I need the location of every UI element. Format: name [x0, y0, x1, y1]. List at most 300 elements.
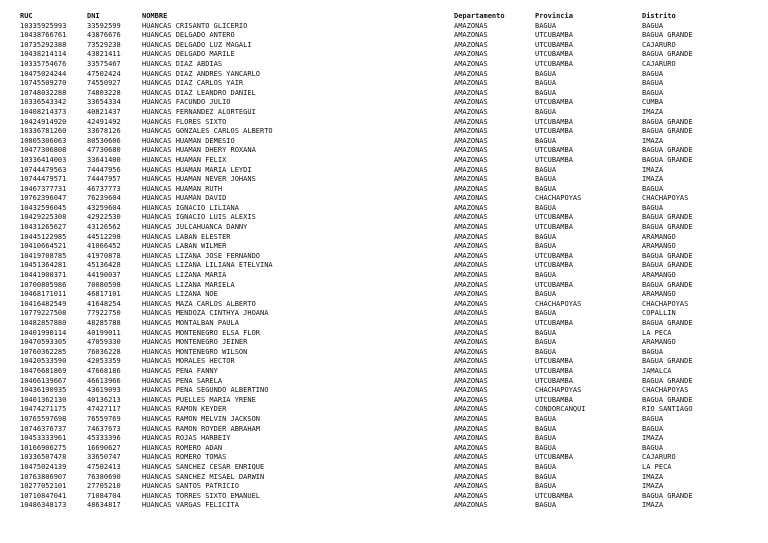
cell-departamento: AMAZONAS [454, 472, 488, 481]
header-distrito: Distrito [642, 12, 676, 20]
cell-provincia: UTCUBAMBA [535, 453, 573, 462]
cell-dni: 43876676 [87, 31, 121, 40]
cell-dni: 42053359 [87, 357, 121, 366]
table-row [20, 319, 760, 329]
cell-provincia: BAGUA [535, 462, 557, 471]
header-nombre: NOMBRE [142, 12, 168, 20]
cell-ruc: 10410664521 [20, 242, 67, 251]
table-row [20, 357, 760, 367]
header-provincia: Provincia [535, 12, 573, 20]
cell-provincia: BAGUA [535, 328, 557, 337]
cell-nombre: HUANCAS ROMERO ADAN [142, 443, 223, 452]
table-row [20, 300, 760, 310]
cell-ruc: 10453333961 [20, 434, 67, 443]
cell-distrito: LA PECA [642, 462, 672, 471]
cell-provincia: UTCUBAMBA [535, 50, 573, 59]
cell-provincia: BAGUA [535, 21, 557, 30]
cell-dni: 74550927 [87, 79, 121, 88]
cell-dni: 77922750 [87, 309, 121, 318]
cell-provincia: UTCUBAMBA [535, 319, 573, 327]
cell-distrito: BAGUA [642, 21, 664, 30]
cell-distrito: CAJARURO [642, 453, 676, 462]
table-row [20, 98, 760, 108]
cell-dni: 80530606 [87, 136, 121, 145]
cell-provincia: BAGUA [535, 136, 557, 145]
cell-dni: 44190037 [87, 271, 121, 280]
data-table [20, 12, 760, 511]
cell-ruc: 10744479571 [20, 175, 67, 184]
cell-dni: 16690627 [87, 443, 121, 452]
cell-provincia: BAGUA [535, 203, 557, 212]
table-row [20, 405, 760, 415]
cell-departamento: AMAZONAS [454, 424, 488, 433]
cell-departamento: AMAZONAS [454, 69, 488, 78]
table-row [20, 108, 760, 118]
cell-distrito: CUMBA [642, 98, 664, 107]
cell-provincia: BAGUA [535, 184, 557, 193]
cell-distrito: BAGUA GRANDE [642, 376, 693, 385]
cell-dni: 46817101 [87, 290, 121, 299]
cell-nombre: HUANCAS MORALES HECTOR [142, 357, 235, 366]
table-row [20, 22, 760, 32]
cell-dni: 76036228 [87, 347, 121, 356]
cell-ruc: 10441900371 [20, 271, 67, 280]
cell-departamento: AMAZONAS [454, 88, 488, 97]
cell-distrito: BAGUA GRANDE [642, 127, 693, 136]
table-row [20, 281, 760, 291]
cell-dni: 33641400 [87, 155, 121, 164]
cell-provincia: BAGUA [535, 338, 557, 347]
table-row [20, 463, 760, 473]
cell-nombre: HUANCAS DIAZ CARLOS YAIR [142, 79, 244, 88]
cell-nombre: HUANCAS VARGAS FELICITA [142, 501, 239, 510]
cell-departamento: AMAZONAS [454, 443, 488, 452]
cell-ruc: 10748032288 [20, 88, 67, 97]
table-row [20, 194, 760, 204]
cell-provincia: UTCUBAMBA [535, 395, 573, 404]
cell-provincia: BAGUA [535, 472, 557, 481]
cell-provincia: UTCUBAMBA [535, 155, 573, 164]
cell-dni: 43259604 [87, 203, 121, 212]
cell-distrito: BAGUA [642, 88, 664, 97]
table-row [20, 444, 760, 454]
cell-nombre: HUANCAS TORRES SIXTO EMANUEL [142, 491, 261, 500]
cell-departamento: AMAZONAS [454, 376, 488, 385]
cell-dni: 47427117 [87, 405, 121, 414]
cell-ruc: 10424914920 [20, 117, 67, 126]
table-row [20, 261, 760, 271]
cell-provincia: UTCUBAMBA [535, 366, 573, 375]
cell-nombre: HUANCAS CRISANTO GLICERIO [142, 21, 248, 30]
table-row [20, 185, 760, 195]
table-body [20, 22, 760, 511]
table-row [20, 213, 760, 223]
cell-nombre: HUANCAS HUAMAN DHERY ROXANA [142, 146, 256, 155]
cell-provincia: UTCUBAMBA [535, 491, 573, 500]
cell-nombre: HUANCAS DELGADO ANTERO [142, 31, 235, 40]
cell-ruc: 10477306808 [20, 146, 67, 155]
cell-ruc: 10779227508 [20, 309, 67, 318]
cell-departamento: AMAZONAS [454, 213, 488, 222]
cell-ruc: 10700805986 [20, 280, 67, 289]
cell-provincia: CHACHAPOYAS [535, 299, 582, 308]
cell-provincia: BAGUA [535, 347, 557, 356]
cell-departamento: AMAZONAS [454, 50, 488, 59]
cell-distrito: LA PECA [642, 328, 672, 337]
cell-ruc: 10335925993 [20, 21, 67, 30]
table-row [20, 41, 760, 51]
cell-ruc: 10474271175 [20, 405, 67, 414]
cell-dni: 45333396 [87, 434, 121, 443]
cell-ruc: 10429225308 [20, 213, 67, 222]
cell-departamento: AMAZONAS [454, 136, 488, 145]
cell-ruc: 10401990114 [20, 328, 67, 337]
cell-departamento: AMAZONAS [454, 31, 488, 40]
cell-nombre: HUANCAS HUAMAN RUTH [142, 184, 223, 193]
table-row [20, 252, 760, 262]
cell-nombre: HUANCAS JULCAHUANCA DANNY [142, 223, 248, 232]
cell-departamento: AMAZONAS [454, 501, 488, 510]
cell-dni: 43126562 [87, 223, 121, 232]
table-header [20, 12, 760, 22]
cell-distrito: BAGUA GRANDE [642, 280, 693, 289]
cell-dni: 40136213 [87, 395, 121, 404]
header-dni: DNI [87, 12, 100, 20]
cell-provincia: BAGUA [535, 232, 557, 241]
cell-departamento: AMAZONAS [454, 319, 488, 327]
cell-nombre: HUANCAS PEÑA FANNY [142, 366, 218, 375]
cell-nombre: HUANCAS MENDOZA CINTHYA JHOANA [142, 309, 269, 318]
cell-distrito: ARAMANGO [642, 232, 676, 241]
cell-departamento: AMAZONAS [454, 328, 488, 337]
cell-departamento: AMAZONAS [454, 347, 488, 356]
table-row [20, 434, 760, 444]
cell-distrito: BAGUA [642, 443, 664, 452]
cell-distrito: BAGUA [642, 347, 664, 356]
cell-provincia: BAGUA [535, 79, 557, 88]
cell-ruc: 10735292388 [20, 40, 67, 49]
cell-dni: 40199011 [87, 328, 121, 337]
cell-nombre: HUANCAS LIZANA NOE [142, 290, 218, 299]
cell-dni: 27705210 [87, 482, 121, 491]
cell-departamento: AMAZONAS [454, 366, 488, 375]
cell-provincia: BAGUA [535, 242, 557, 251]
cell-dni: 47730680 [87, 146, 121, 155]
cell-dni: 74637673 [87, 424, 121, 433]
cell-distrito: BAGUA GRANDE [642, 319, 693, 327]
cell-dni: 46737773 [87, 184, 121, 193]
cell-ruc: 10746376737 [20, 424, 67, 433]
cell-distrito: IMAZA [642, 175, 664, 184]
cell-ruc: 10431265627 [20, 223, 67, 232]
cell-ruc: 10468171011 [20, 290, 67, 299]
cell-nombre: HUANCAS FLORES SIXTO [142, 117, 227, 126]
table-row [20, 473, 760, 483]
cell-departamento: AMAZONAS [454, 146, 488, 155]
cell-departamento: AMAZONAS [454, 395, 488, 404]
cell-provincia: BAGUA [535, 434, 557, 443]
cell-ruc: 10432596045 [20, 203, 67, 212]
cell-nombre: HUANCAS DELGADO LUZ MAGALI [142, 40, 252, 49]
cell-provincia: BAGUA [535, 175, 557, 184]
table-row [20, 309, 760, 319]
cell-nombre: HUANCAS RAMON MELVIN JACKSON [142, 414, 261, 423]
cell-departamento: AMAZONAS [454, 462, 488, 471]
cell-distrito: ARAMANGO [642, 271, 676, 280]
cell-distrito: IMAZA [642, 434, 664, 443]
table-row [20, 223, 760, 233]
table-row [20, 60, 760, 70]
cell-departamento: AMAZONAS [454, 280, 488, 289]
cell-distrito: IMAZA [642, 165, 664, 174]
table-row [20, 127, 760, 137]
table-row [20, 377, 760, 387]
cell-nombre: HUANCAS ROMERO TOMAS [142, 453, 227, 462]
cell-departamento: AMAZONAS [454, 290, 488, 299]
cell-ruc: 10470593305 [20, 338, 67, 347]
cell-departamento: AMAZONAS [454, 21, 488, 30]
cell-dni: 33650747 [87, 453, 121, 462]
table-row [20, 367, 760, 377]
cell-dni: 46613966 [87, 376, 121, 385]
cell-ruc: 10336507478 [20, 453, 67, 462]
cell-distrito: IMAZA [642, 482, 664, 491]
table-row [20, 70, 760, 80]
cell-nombre: HUANCAS HUAMAN DEMESIO [142, 136, 235, 145]
cell-dni: 74447956 [87, 165, 121, 174]
cell-nombre: HUANCAS RAMON ROYDER ABRAHAM [142, 424, 261, 433]
cell-nombre: HUANCAS GONZALES CARLOS ALBERTO [142, 127, 273, 136]
table-row [20, 453, 760, 463]
cell-departamento: AMAZONAS [454, 40, 488, 49]
cell-distrito: BAGUA [642, 184, 664, 193]
cell-provincia: UTCUBAMBA [535, 146, 573, 155]
cell-provincia: BAGUA [535, 424, 557, 433]
cell-dni: 47059330 [87, 338, 121, 347]
header-ruc: RUC [20, 12, 33, 20]
cell-provincia: UTCUBAMBA [535, 251, 573, 260]
cell-distrito: RIO SANTIAGO [642, 405, 693, 414]
cell-nombre: HUANCAS DIAZ ANDRES YANCARLO [142, 69, 261, 78]
cell-departamento: AMAZONAS [454, 127, 488, 136]
cell-provincia: BAGUA [535, 414, 557, 423]
cell-nombre: HUANCAS HUAMAN NEVER JOHANS [142, 175, 256, 184]
cell-nombre: HUANCAS HUAMÁN DAVID [142, 194, 227, 203]
table-row [20, 501, 760, 511]
cell-departamento: AMAZONAS [454, 482, 488, 491]
cell-ruc: 10475024139 [20, 462, 67, 471]
cell-ruc: 10762396047 [20, 194, 67, 203]
cell-distrito: BAGUA GRANDE [642, 261, 693, 270]
table-row [20, 156, 760, 166]
table-row [20, 396, 760, 406]
cell-departamento: AMAZONAS [454, 271, 488, 280]
cell-nombre: HUANCAS IGNACIO LUIS ALEXIS [142, 213, 256, 222]
table-row [20, 290, 760, 300]
cell-distrito: CHACHAPOYAS [642, 386, 689, 395]
cell-dni: 48285788 [87, 319, 121, 327]
cell-distrito: BAGUA GRANDE [642, 155, 693, 164]
cell-provincia: BAGUA [535, 309, 557, 318]
cell-ruc: 10451364281 [20, 261, 67, 270]
cell-departamento: AMAZONAS [454, 309, 488, 318]
cell-dni: 47502413 [87, 462, 121, 471]
cell-dni: 70080598 [87, 280, 121, 289]
cell-dni: 47502424 [87, 69, 121, 78]
cell-nombre: HUANCAS FACUNDO JULIO [142, 98, 231, 107]
cell-distrito: ARAMANGO [642, 290, 676, 299]
cell-dni: 40821437 [87, 107, 121, 116]
cell-departamento: AMAZONAS [454, 491, 488, 500]
cell-provincia: BAGUA [535, 501, 557, 510]
cell-distrito: IMAZA [642, 107, 664, 116]
cell-departamento: AMAZONAS [454, 165, 488, 174]
table-row [20, 329, 760, 339]
cell-distrito: BAGUA GRANDE [642, 395, 693, 404]
cell-provincia: UTCUBAMBA [535, 357, 573, 366]
cell-nombre: HUANCAS MONTENEGRO JEINER [142, 338, 248, 347]
table-row [20, 204, 760, 214]
cell-distrito: CAJARURO [642, 59, 676, 68]
cell-departamento: AMAZONAS [454, 184, 488, 193]
table-row [20, 386, 760, 396]
table-row [20, 271, 760, 281]
cell-ruc: 10416482549 [20, 299, 67, 308]
table-row [20, 118, 760, 128]
cell-nombre: HUANCAS DIAZ ABDIAS [142, 59, 223, 68]
cell-provincia: BAGUA [535, 107, 557, 116]
cell-nombre: HUANCAS IGNACIO LILIANA [142, 203, 239, 212]
cell-nombre: HUANCAS PEÑA SEGUNDO ALBERTINO [142, 386, 269, 395]
cell-dni: 76559769 [87, 414, 121, 423]
cell-dni: 33678126 [87, 127, 121, 136]
cell-ruc: 10438214114 [20, 50, 67, 59]
cell-provincia: UTCUBAMBA [535, 261, 573, 270]
header-departamento: Departamento [454, 12, 505, 20]
cell-departamento: AMAZONAS [454, 299, 488, 308]
cell-departamento: AMAZONAS [454, 232, 488, 241]
cell-provincia: CONDORCANQUI [535, 405, 586, 414]
cell-dni: 41066452 [87, 242, 121, 251]
cell-distrito: COPALLIN [642, 309, 676, 318]
cell-nombre: HUANCAS LIZANA JOSE FERNANDO [142, 251, 261, 260]
cell-nombre: HUANCAS MONTALBAN PAULA [142, 319, 239, 327]
cell-distrito: BAGUA GRANDE [642, 251, 693, 260]
cell-distrito: CAJARURO [642, 40, 676, 49]
cell-provincia: UTCUBAMBA [535, 280, 573, 289]
cell-distrito: BAGUA GRANDE [642, 213, 693, 222]
cell-ruc: 10438766761 [20, 31, 67, 40]
cell-ruc: 10466139667 [20, 376, 67, 385]
cell-departamento: AMAZONAS [454, 59, 488, 68]
cell-distrito: JAMALCA [642, 366, 672, 375]
cell-ruc: 10336781260 [20, 127, 67, 136]
cell-dni: 43821411 [87, 50, 121, 59]
cell-departamento: AMAZONAS [454, 434, 488, 443]
cell-ruc: 10277052101 [20, 482, 67, 491]
cell-dni: 33592599 [87, 21, 121, 30]
cell-provincia: BAGUA [535, 88, 557, 97]
cell-ruc: 10486348173 [20, 501, 67, 510]
cell-dni: 73529238 [87, 40, 121, 49]
cell-ruc: 10445122985 [20, 232, 67, 241]
cell-provincia: UTCUBAMBA [535, 127, 573, 136]
cell-departamento: AMAZONAS [454, 338, 488, 347]
cell-departamento: AMAZONAS [454, 223, 488, 232]
table-row [20, 175, 760, 185]
cell-ruc: 10765597698 [20, 414, 67, 423]
cell-dni: 41648254 [87, 299, 121, 308]
cell-ruc: 10335754676 [20, 59, 67, 68]
cell-provincia: UTCUBAMBA [535, 31, 573, 40]
cell-departamento: AMAZONAS [454, 79, 488, 88]
cell-departamento: AMAZONAS [454, 405, 488, 414]
cell-dni: 45136428 [87, 261, 121, 270]
cell-dni: 47668186 [87, 366, 121, 375]
cell-departamento: AMAZONAS [454, 155, 488, 164]
cell-dni: 42922530 [87, 213, 121, 222]
cell-departamento: AMAZONAS [454, 175, 488, 184]
cell-ruc: 10710847041 [20, 491, 67, 500]
cell-distrito: BAGUA GRANDE [642, 31, 693, 40]
cell-distrito: CHACHAPOYAS [642, 194, 689, 203]
cell-distrito: IMAZA [642, 472, 664, 481]
table-row [20, 425, 760, 435]
cell-ruc: 10476681869 [20, 366, 67, 375]
table-row [20, 415, 760, 425]
cell-ruc: 10166906275 [20, 443, 67, 452]
cell-distrito: BAGUA GRANDE [642, 117, 693, 126]
cell-distrito: CHACHAPOYAS [642, 299, 689, 308]
table-row [20, 492, 760, 502]
cell-dni: 76239604 [87, 194, 121, 203]
cell-ruc: 10482857880 [20, 319, 67, 327]
cell-dni: 41970878 [87, 251, 121, 260]
cell-ruc: 10420533590 [20, 357, 67, 366]
cell-nombre: HUANCAS SANCHEZ MISAEL DARWIN [142, 472, 265, 481]
cell-provincia: BAGUA [535, 271, 557, 280]
cell-provincia: UTCUBAMBA [535, 376, 573, 385]
cell-provincia: BAGUA [535, 165, 557, 174]
cell-dni: 43619093 [87, 386, 121, 395]
cell-provincia: UTCUBAMBA [535, 223, 573, 232]
cell-departamento: AMAZONAS [454, 98, 488, 107]
table-row [20, 166, 760, 176]
cell-nombre: HUANCAS DIAZ LEANDRO DANIEL [142, 88, 256, 97]
cell-nombre: HUANCAS HUAMAN MARIA LEYDI [142, 165, 252, 174]
cell-ruc: 10436190935 [20, 386, 67, 395]
cell-distrito: BAGUA GRANDE [642, 491, 693, 500]
cell-ruc: 10745509270 [20, 79, 67, 88]
cell-nombre: HUANCAS LIZANA LILIANA ETELVINA [142, 261, 273, 270]
table-row [20, 50, 760, 60]
cell-nombre: HUANCAS LIZANA MARIELA [142, 280, 235, 289]
cell-distrito: IMAZA [642, 136, 664, 145]
cell-nombre: HUANCAS SANCHEZ CESAR ENRIQUE [142, 462, 265, 471]
cell-provincia: BAGUA [535, 482, 557, 491]
cell-provincia: UTCUBAMBA [535, 40, 573, 49]
table-row [20, 482, 760, 492]
cell-ruc: 10744479563 [20, 165, 67, 174]
cell-distrito: BAGUA GRANDE [642, 223, 693, 232]
cell-distrito: BAGUA [642, 79, 664, 88]
cell-provincia: UTCUBAMBA [535, 117, 573, 126]
cell-dni: 74803228 [87, 88, 121, 97]
cell-distrito: BAGUA GRANDE [642, 146, 693, 155]
table-row [20, 137, 760, 147]
table-row [20, 79, 760, 89]
cell-dni: 74447957 [87, 175, 121, 184]
